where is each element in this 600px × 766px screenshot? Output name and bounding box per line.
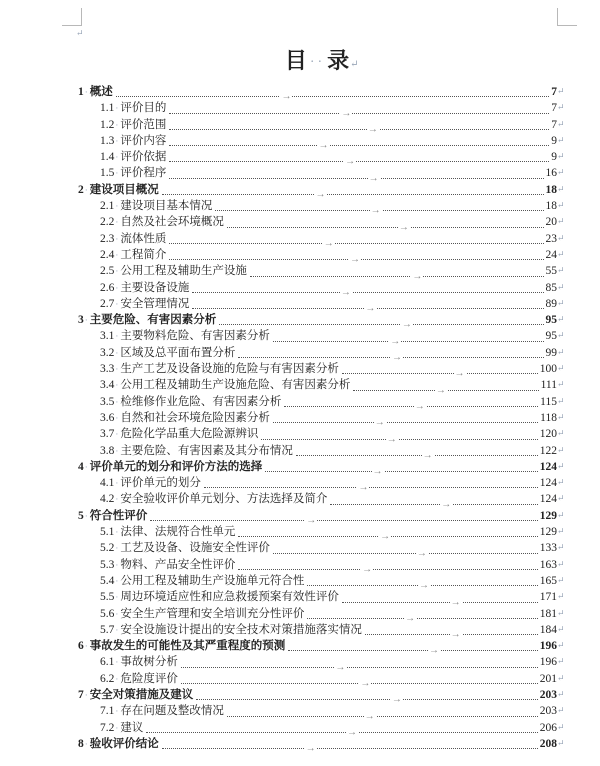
tab-arrow-icon: → — [412, 270, 423, 282]
toc-entry-row[interactable]: 3 · 主要危险、有害因素分析 → 95 ↵ — [78, 314, 565, 331]
toc-entry-page: 129 — [539, 509, 557, 522]
toc-entry-page: 201 — [539, 672, 557, 685]
tab-arrow-icon: → — [380, 531, 391, 543]
toc-entry-row[interactable]: 3.8 · 主要危险、有害因素及其分布情况 → 122 ↵ — [100, 444, 565, 461]
tab-arrow-icon: → — [435, 384, 446, 396]
space-format-mark: · — [84, 184, 88, 195]
toc-entry-page: 124 — [539, 460, 557, 473]
toc-entry-number: 5.7 — [100, 623, 115, 636]
toc-entry-page: 16 — [545, 167, 557, 180]
space-format-mark: · — [115, 249, 119, 260]
toc-entry-label: 事故树分析 — [120, 656, 178, 669]
toc-entry-number: 5.5 — [100, 591, 115, 604]
toc-entry-number: 3.3 — [100, 363, 115, 376]
toc-entry-label: 符合性评价 — [89, 509, 148, 522]
space-format-mark: · — [115, 722, 119, 733]
tab-arrow-icon: → — [346, 726, 357, 738]
space-format-mark: · — [84, 315, 88, 326]
toc-entry-page: 203 — [539, 688, 557, 701]
toc-entry-page: 129 — [539, 526, 557, 539]
toc-entry-number: 1.4 — [100, 151, 115, 164]
space-format-mark: · — [115, 494, 119, 505]
toc-entry-label: 物料、产品安全性评价 — [120, 558, 236, 571]
tab-arrow-icon: → — [391, 694, 402, 706]
tab-arrow-icon: → — [390, 335, 401, 347]
space-format-mark: · — [84, 689, 88, 700]
toc-entry-number: 2.2 — [100, 216, 115, 229]
tab-arrow-icon: → — [405, 612, 416, 624]
tab-arrow-icon: → — [349, 254, 360, 266]
toc-entry-row[interactable]: 5.4 · 公用工程及辅助生产设施单元符合性 → 165 ↵ — [100, 574, 565, 592]
title-char-right: 录 — [327, 48, 351, 73]
space-format-mark: · — [115, 445, 119, 456]
space-format-mark: · — [115, 201, 119, 212]
toc-entry-number: 2.5 — [100, 265, 115, 278]
toc-entry-page: 206 — [539, 721, 557, 734]
space-format-mark: · — [115, 152, 119, 163]
tab-arrow-icon: → — [360, 677, 371, 689]
space-format-mark: · — [115, 575, 119, 586]
dot-leader — [330, 498, 537, 510]
toc-entry-row[interactable]: 2.4 · 工程简介 → 24 ↵ — [100, 248, 565, 266]
toc-entry-row[interactable]: 5.5 · 周边环境适应性和应急救援预案有效性评价 → 171 ↵ — [100, 591, 565, 608]
tab-arrow-icon: → — [370, 205, 381, 217]
toc-entry-row[interactable]: 4.2 · 安全验收评价单元划分、方法选择及简介 → 124 ↵ — [100, 493, 565, 510]
toc-entry-page: 9 — [551, 151, 557, 164]
space-format-mark: · — [115, 168, 119, 179]
tab-arrow-icon: → — [450, 629, 461, 641]
toc-entry-label: 工艺及设备、设施安全性评价 — [120, 542, 270, 555]
toc-entry-page: 208 — [539, 737, 557, 750]
space-format-mark: · — [115, 266, 119, 277]
toc-entry-label: 评价程序 — [120, 167, 167, 180]
toc-entry-row[interactable]: 1.3 · 评价内容 → 9 ↵ — [100, 134, 565, 152]
toc-entry-row[interactable]: 1.2 · 评价范围 → 7 ↵ — [100, 118, 565, 135]
toc-entry-number: 1.2 — [100, 118, 115, 131]
dot-leader — [296, 449, 538, 461]
tab-arrow-icon: → — [323, 237, 334, 249]
toc-entry-number: 3.5 — [100, 395, 115, 408]
toc-entry-page: 196 — [539, 640, 557, 653]
toc-entry-number: 1.3 — [100, 134, 115, 147]
toc-entry-row[interactable]: 2 · 建设项目概况 → 18 ↵ — [78, 183, 565, 201]
toc-entry-number: 5.4 — [100, 574, 115, 587]
toc-entry-label: 评价单元的划分 — [120, 477, 201, 490]
toc-entry-number: 7.2 — [100, 721, 115, 734]
toc-entry-number: 1.1 — [100, 102, 115, 115]
toc-entry-page: 99 — [545, 346, 557, 359]
toc-entry-row[interactable]: 2.6 · 主要设备设施 → 85 ↵ — [100, 281, 565, 298]
toc-entry-row[interactable]: 1.4 · 评价依据 → 9 ↵ — [100, 151, 565, 168]
dot-leader — [284, 400, 538, 412]
toc-entry-number: 5.6 — [100, 607, 115, 620]
toc-entry-row[interactable]: 1 · 概述 → 7 ↵ — [78, 86, 565, 103]
space-format-mark: · — [115, 282, 119, 293]
toc-entry-number: 5.3 — [100, 558, 115, 571]
space-format-mark: · — [115, 478, 119, 489]
toc-entry-page: 85 — [545, 281, 557, 294]
toc-entry-label: 评价依据 — [120, 151, 167, 164]
toc-entry-page: 100 — [539, 363, 557, 376]
dot-leader — [288, 645, 538, 657]
space-format-mark: · — [84, 641, 88, 652]
toc-entry-label: 公用工程及辅助生产设施 — [120, 265, 247, 278]
toc-entry-label: 验收评价结论 — [89, 737, 159, 750]
tab-arrow-icon: → — [414, 400, 425, 412]
toc-entry-number: 7.1 — [100, 705, 115, 718]
toc-entry-page: 18 — [545, 183, 557, 196]
toc-entry-row[interactable]: 3.5 · 检维修作业危险、有害因素分析 → 115 ↵ — [100, 395, 565, 412]
space-format-mark: · — [115, 103, 119, 114]
dot-leader — [365, 629, 538, 641]
toc-entry-label: 检维修作业危险、有害因素分析 — [120, 395, 282, 408]
toc-entry-number: 2.7 — [100, 297, 115, 310]
toc-entry-label: 安全验收评价单元划分、方法选择及简介 — [120, 493, 328, 506]
toc-entry-page: 111 — [540, 379, 557, 392]
toc-entry-row[interactable]: 6.2 · 危险度评价 → 201 ↵ — [100, 672, 565, 689]
tab-arrow-icon: → — [386, 433, 397, 445]
toc-entry-page: 120 — [539, 428, 557, 441]
toc-entry-label: 自然和社会环境危险因素分析 — [120, 411, 270, 424]
tab-arrow-icon: → — [345, 156, 356, 168]
toc-entry-row[interactable]: 6.1 · 事故树分析 → 196 ↵ — [100, 656, 565, 673]
toc-entry-page: 18 — [545, 200, 557, 213]
toc-entry-row[interactable]: 3.6 · 自然和社会环境危险因素分析 → 118 ↵ — [100, 411, 565, 429]
tab-arrow-icon: → — [418, 580, 429, 592]
toc-entry-row[interactable]: 5.7 · 安全设施设计提出的安全技术对策措施落实情况 → 184 ↵ — [100, 623, 565, 641]
space-format-mark: · — [115, 331, 119, 342]
page-title: 目 ··录↵ — [284, 48, 360, 73]
toc-entry-row[interactable]: 2.5 · 公用工程及辅助生产设施 → 55 ↵ — [100, 265, 565, 282]
tab-arrow-icon: → — [401, 319, 412, 331]
space-format-mark: · — [84, 510, 88, 521]
toc-entry-number: 7 — [78, 688, 84, 701]
dot-leader — [219, 319, 543, 331]
title-char-left: 目 — [284, 48, 308, 73]
toc-entry-label: 安全生产管理和安全培训充分性评价 — [120, 607, 305, 620]
space-format-mark: · — [115, 608, 119, 619]
toc-entry-label: 评价目的 — [120, 102, 167, 115]
dot-leader — [238, 352, 543, 364]
space-format-mark: · — [84, 738, 88, 749]
toc-entry-label: 流体性质 — [120, 232, 167, 245]
toc-entry-row[interactable]: 7.1 · 存在问题及整改情况 → 203 ↵ — [100, 705, 565, 722]
toc-entry-page: 133 — [539, 542, 557, 555]
toc-entry-page: 7 — [551, 86, 557, 98]
space-format-mark: · — [115, 135, 119, 146]
toc-entry-page: 196 — [539, 656, 557, 669]
space-format-mark: · — [115, 559, 119, 570]
toc-entry-row[interactable]: 8 · 验收评价结论 → 208 ↵ — [78, 737, 565, 755]
dot-leader — [307, 612, 537, 624]
space-format-mark: · — [115, 233, 119, 244]
space-format-mark: · — [115, 673, 119, 684]
toc-entry-label: 主要设备设施 — [120, 281, 190, 294]
space-format-mark: · — [115, 364, 119, 375]
toc-entry-page: 203 — [539, 705, 557, 718]
tab-arrow-icon: → — [374, 417, 385, 429]
space-format-mark: · — [115, 412, 119, 423]
space-format-mark: · — [84, 87, 88, 97]
toc-entry-label: 区域及总平面布置分析 — [120, 346, 236, 359]
tab-arrow-icon: → — [398, 221, 409, 233]
toc-entry-label: 生产工艺及设备设施的危险与有害因素分析 — [120, 363, 339, 376]
toc-entry-label: 主要危险、有害因素分析 — [89, 314, 217, 327]
toc-entry-label: 评价内容 — [120, 134, 167, 147]
dot-leader — [307, 580, 537, 592]
table-of-contents — [78, 84, 565, 755]
dot-leader — [342, 368, 538, 380]
toc-entry-page: 124 — [539, 493, 557, 506]
toc-entry-row[interactable]: 3.7 · 危险化学品重大危险源辨识 → 120 ↵ — [100, 428, 565, 445]
toc-entry-page: 7 — [551, 102, 557, 115]
toc-entry-number: 6.1 — [100, 656, 115, 669]
toc-entry-number: 4.2 — [100, 493, 115, 506]
toc-entry-row[interactable]: 4 · 评价单元的划分和评价方法的选择 → 124 ↵ — [78, 460, 565, 478]
toc-entry-row[interactable]: 3.1 · 主要物料危险、有害因素分析 → 95 ↵ — [100, 330, 565, 347]
toc-entry-number: 3 — [78, 314, 84, 327]
toc-entry-label: 安全设施设计提出的安全技术对策措施落实情况 — [120, 623, 362, 636]
toc-entry-row[interactable]: 5.6 · 安全生产管理和安全培训充分性评价 → 181 ↵ — [100, 607, 565, 624]
toc-entry-label: 评价单元的划分和评价方法的选择 — [89, 460, 263, 473]
toc-entry-row[interactable]: 3.2 · 区域及总平面布置分析 → 99 ↵ — [100, 346, 565, 364]
toc-entry-number: 6.2 — [100, 672, 115, 685]
toc-entry-label: 概述 — [89, 86, 113, 98]
toc-entry-label: 建设项目基本情况 — [120, 200, 213, 213]
toc-entry-number: 1 — [78, 86, 84, 98]
toc-entry-label: 主要危险、有害因素及其分布情况 — [120, 444, 293, 457]
toc-entry-page: 165 — [539, 574, 557, 587]
toc-entry-number: 4.1 — [100, 477, 115, 490]
toc-entry-row[interactable]: 1.1 · 评价目的 → 7 ↵ — [100, 102, 565, 119]
toc-entry-row[interactable]: 2.2 · 自然及社会环境概况 → 20 ↵ — [100, 216, 565, 233]
toc-entry-row[interactable]: 7.2 · 建议 → 206 ↵ — [100, 721, 565, 738]
toc-entry-page: 7 — [551, 118, 557, 131]
tab-arrow-icon: → — [450, 596, 461, 608]
space-format-mark: · — [115, 624, 119, 635]
tab-arrow-icon: → — [364, 710, 375, 722]
dot-leader — [250, 270, 544, 282]
space-format-mark: · — [115, 706, 119, 717]
tab-arrow-icon: → — [358, 482, 369, 494]
tab-arrow-icon: → — [416, 547, 427, 559]
space-format-mark: · — [115, 217, 119, 228]
tab-arrow-icon: → — [422, 449, 433, 461]
toc-entry-row[interactable]: 3.3 · 生产工艺及设备设施的危险与有害因素分析 → 100 ↵ — [100, 363, 565, 380]
toc-entry-number: 3.4 — [100, 379, 115, 392]
toc-entry-row[interactable]: 6 · 事故发生的可能性及其严重程度的预测 → 196 ↵ — [78, 640, 565, 657]
toc-entry-label: 工程简介 — [120, 248, 167, 261]
space-format-mark: · — [115, 298, 119, 309]
toc-entry-number: 3.1 — [100, 330, 115, 343]
tab-arrow-icon: → — [306, 515, 317, 527]
margin-crop-mark-top-left — [62, 8, 82, 26]
toc-entry-label: 主要物料危险、有害因素分析 — [120, 330, 270, 343]
toc-entry-number: 6 — [78, 640, 84, 653]
space-format-mark: · — [84, 461, 88, 472]
space-format-mark: · — [115, 543, 119, 554]
toc-entry-row[interactable]: 4.1 · 评价单元的划分 → 124 ↵ — [100, 477, 565, 494]
toc-entry-page: 24 — [545, 248, 557, 261]
dot-leader — [273, 417, 538, 429]
space-format-mark: · — [115, 527, 119, 538]
toc-entry-number: 1.5 — [100, 167, 115, 180]
tab-arrow-icon: → — [368, 172, 379, 184]
toc-entry-label: 公用工程及辅助生产设施危险、有害因素分析 — [120, 379, 351, 392]
tab-arrow-icon: → — [340, 286, 351, 298]
toc-entry-row[interactable]: 5.2 · 工艺及设备、设施安全性评价 → 133 ↵ — [100, 542, 565, 559]
toc-entry-number: 3.6 — [100, 411, 115, 424]
toc-entry-number: 4 — [78, 460, 84, 473]
toc-entry-row[interactable]: 3.4 · 公用工程及辅助生产设施危险、有害因素分析 → 111 ↵ — [100, 379, 565, 396]
toc-entry-label: 事故发生的可能性及其严重程度的预测 — [89, 640, 286, 653]
tab-arrow-icon: → — [441, 498, 452, 510]
toc-entry-number: 3.2 — [100, 346, 115, 359]
toc-entry-page: 181 — [539, 607, 557, 620]
toc-entry-number: 2.6 — [100, 281, 115, 294]
tab-arrow-icon: → — [305, 743, 316, 755]
tab-arrow-icon: → — [362, 563, 373, 575]
toc-entry-page: 20 — [545, 216, 557, 229]
toc-entry-page: 95 — [545, 330, 557, 343]
space-format-marks: ·· — [309, 55, 326, 70]
toc-entry-number: 2.3 — [100, 232, 115, 245]
tab-arrow-icon: → — [367, 123, 378, 135]
tab-arrow-icon: → — [318, 140, 329, 152]
toc-entry-number: 2 — [78, 183, 84, 196]
toc-entry-number: 5 — [78, 509, 84, 522]
toc-entry-row[interactable]: 5 · 符合性评价 → 129 ↵ — [78, 509, 565, 527]
toc-entry-page: 23 — [545, 232, 557, 245]
toc-entry-label: 建议 — [120, 721, 144, 734]
toc-entry-number: 5.2 — [100, 542, 115, 555]
space-format-mark: · — [115, 380, 119, 391]
dot-leader — [342, 596, 538, 608]
dot-leader — [215, 205, 543, 217]
toc-entry-label: 评价范围 — [120, 118, 167, 131]
toc-entry-page: 163 — [539, 558, 557, 571]
toc-entry-page: 89 — [545, 297, 557, 310]
toc-entry-page: 9 — [551, 134, 557, 147]
toc-entry-number: 2.1 — [100, 200, 115, 213]
toc-entry-row[interactable]: 5.3 · 物料、产品安全性评价 → 163 ↵ — [100, 558, 565, 575]
toc-entry-label: 公用工程及辅助生产设施单元符合性 — [120, 574, 305, 587]
dot-leader — [227, 710, 538, 722]
tab-arrow-icon: → — [454, 368, 465, 380]
toc-entry-page: 122 — [539, 444, 557, 457]
toc-entry-row[interactable]: 2.1 · 建设项目基本情况 → 18 ↵ — [100, 200, 565, 217]
toc-entry-label: 危险度评价 — [120, 672, 178, 685]
margin-crop-mark-top-right — [557, 8, 577, 26]
dot-leader — [273, 335, 544, 347]
toc-entry-page: 171 — [539, 591, 557, 604]
dot-leader — [238, 563, 537, 575]
space-format-mark: · — [115, 119, 119, 130]
toc-entry-number: 3.7 — [100, 428, 115, 441]
toc-entry-number: 2.4 — [100, 248, 115, 261]
toc-entry-row[interactable]: 7 · 安全对策措施及建议 → 203 ↵ — [78, 688, 565, 706]
tab-arrow-icon: → — [315, 189, 326, 201]
toc-entry-row[interactable]: 2.7 · 安全管理情况 → 89 ↵ — [100, 297, 565, 315]
dot-leader — [353, 384, 538, 396]
dot-leader — [265, 466, 538, 478]
tab-arrow-icon: → — [335, 661, 346, 673]
dot-leader — [196, 694, 538, 706]
toc-entry-row[interactable]: 5.1 · 法律、法规符合性单元 → 129 ↵ — [100, 526, 565, 543]
toc-entry-page: 95 — [545, 314, 557, 327]
space-format-mark: · — [115, 396, 119, 407]
dot-leader — [238, 531, 537, 543]
tab-arrow-icon: → — [428, 645, 439, 657]
toc-entry-row[interactable]: 2.3 · 流体性质 → 23 ↵ — [100, 232, 565, 249]
toc-entry-label: 安全管理情况 — [120, 297, 190, 310]
toc-entry-label: 法律、法规符合性单元 — [120, 526, 236, 539]
toc-entry-number: 3.8 — [100, 444, 115, 457]
toc-entry-page: 124 — [539, 477, 557, 490]
toc-entry-page: 115 — [540, 395, 557, 408]
toc-entry-page: 118 — [540, 411, 557, 424]
toc-entry-label: 周边环境适应性和应急救援预案有效性评价 — [120, 591, 339, 604]
tab-arrow-icon: → — [281, 91, 292, 103]
dot-leader — [227, 221, 544, 233]
toc-entry-page: 184 — [539, 623, 557, 636]
toc-entry-label: 建设项目概况 — [89, 183, 159, 196]
space-format-mark: · — [115, 657, 119, 668]
tab-arrow-icon: → — [372, 466, 383, 478]
toc-entry-number: 8 — [78, 737, 84, 750]
toc-entry-page: 55 — [545, 265, 557, 278]
dot-leader — [261, 433, 537, 445]
space-format-mark: · — [115, 347, 119, 358]
dot-leader — [273, 547, 538, 559]
tab-arrow-icon: → — [341, 107, 352, 119]
toc-entry-number: 5.1 — [100, 526, 115, 539]
toc-entry-label: 安全对策措施及建议 — [89, 688, 194, 701]
toc-entry-label: 危险化学品重大危险源辨识 — [120, 428, 259, 441]
space-format-mark: · — [115, 592, 119, 603]
toc-entry-label: 存在问题及整改情况 — [120, 705, 224, 718]
tab-arrow-icon: → — [391, 352, 402, 364]
toc-entry-label: 自然及社会环境概况 — [120, 216, 224, 229]
tab-arrow-icon: → — [365, 303, 376, 315]
toc-entry-row[interactable]: 1.5 · 评价程序 → 16 ↵ — [100, 167, 565, 184]
paragraph-mark-icon: ↵ — [76, 28, 84, 38]
space-format-mark: · — [115, 429, 119, 440]
